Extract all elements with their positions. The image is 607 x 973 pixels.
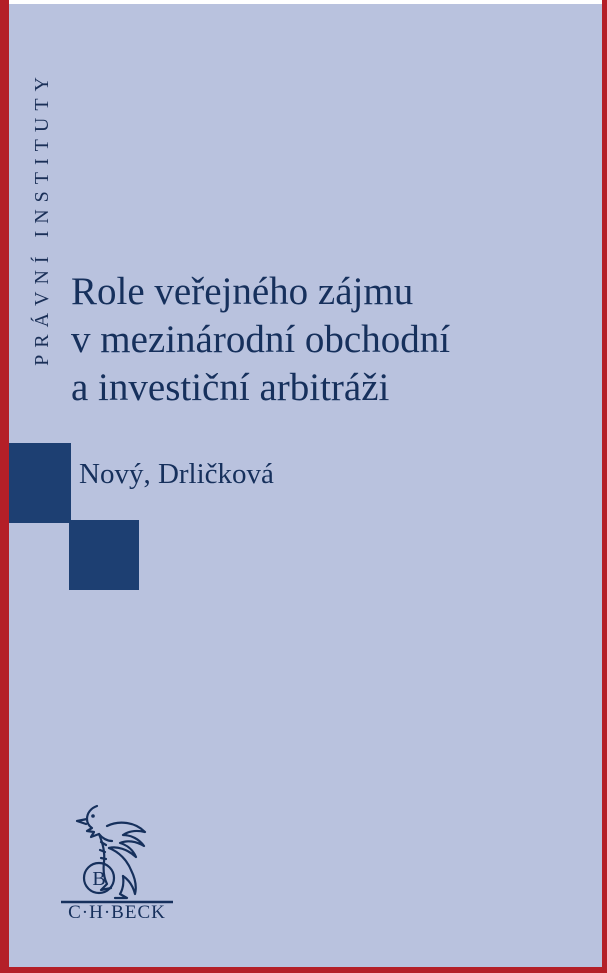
series-label-text: PRÁVNÍ INSTITUTY <box>30 70 53 366</box>
publisher-monogram: B <box>92 868 106 890</box>
title-line-1: Role veřejného zájmu <box>71 270 414 313</box>
top-edge <box>0 0 607 4</box>
series-label <box>14 70 70 470</box>
book-title <box>71 268 571 412</box>
spine-strip <box>0 0 9 973</box>
publisher-name: C·H·BECK <box>68 902 166 920</box>
bottom-edge <box>0 967 607 973</box>
ch-beck-griffin-icon <box>57 790 177 920</box>
title-line-2: v mezinárodní obchodní <box>71 318 451 361</box>
publisher-logo <box>57 790 177 920</box>
decorative-square-upper <box>9 443 71 523</box>
author-names: Nový, Drličková <box>79 458 274 490</box>
right-edge <box>602 0 607 973</box>
title-line-3: a investiční arbitráži <box>71 366 390 409</box>
decorative-square-lower <box>69 520 139 590</box>
